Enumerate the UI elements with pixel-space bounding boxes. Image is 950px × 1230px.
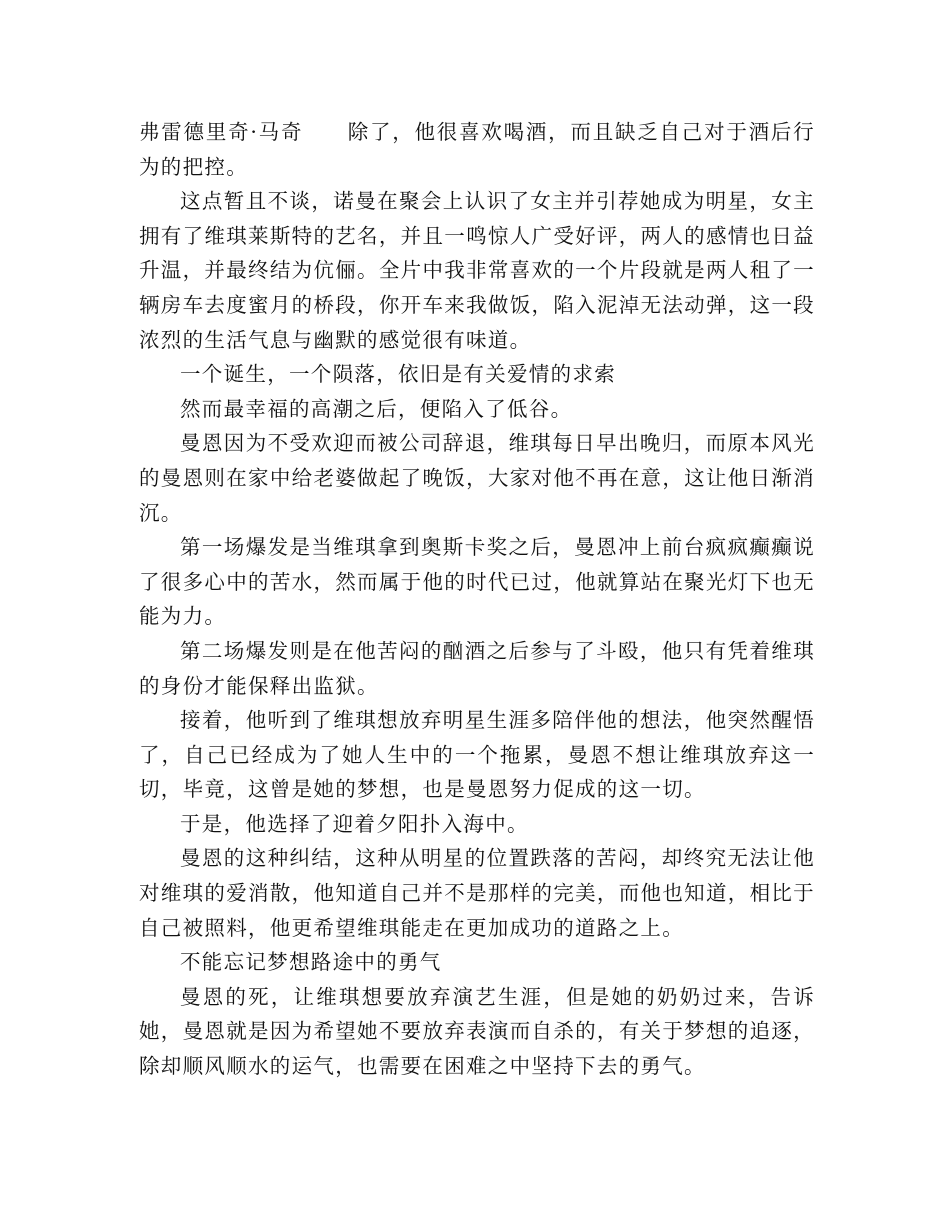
opening-text: 除了，他很喜欢喝酒，而且缺乏自己对于酒后行为的把控。: [139, 120, 815, 179]
paragraph: 曼恩的这种纠结，这种从明星的位置跌落的苦闷，却终究无法让他对维琪的爱消散，他知道自己并不是那样的完美，而他也知道，相比于自己被照料，他更希望维琪能走在更加成功的道路之上。: [139, 846, 815, 940]
paragraph: 第二场爆发则是在他苦闷的酗酒之后参与了斗殴，他只有凭着维琪的身份才能保释出监狱。: [139, 638, 815, 698]
section-heading: 不能忘记梦想路途中的勇气: [180, 950, 442, 975]
author-name: 弗雷德里奇·马奇: [139, 120, 304, 144]
paragraph: 然而最幸福的高潮之后，便陷入了低谷。: [180, 396, 573, 421]
section-heading: 一个诞生，一个陨落，依旧是有关爱情的求索: [180, 362, 616, 387]
paragraph: 接着，他听到了维琪想放弃明星生涯多陪伴他的想法，他突然醒悟了，自己已经成为了她人生中的一个拖累，曼恩不想让维琪放弃这一切，毕竟，这曾是她的梦想，也是曼恩努力促成的这一切。: [139, 708, 815, 802]
paragraph: 这点暂且不谈，诺曼在聚会上认识了女主并引荐她成为明星，女主拥有了维琪莱斯特的艺名，并且一鸣惊人广受好评，两人的感情也日益升温，并最终结为伉俪。全片中我非常喜欢的一个片段就是两人租了一辆房车去度蜜月的桥段，你开车来我做饭，陷入泥淖无法动弹，这一段浓烈的生活气息与幽默的感觉很有味道。: [139, 189, 815, 352]
opening-paragraph: [139, 115, 815, 184]
paragraph: 第一场爆发是当维琪拿到奥斯卡奖之后，曼恩冲上前台疯疯癫癫说了很多心中的苦水，然而属于他的时代已过，他就算站在聚光灯下也无能为力。: [139, 535, 815, 629]
paragraph: 曼恩的死，让维琪想要放弃演艺生涯，但是她的奶奶过来，告诉她，曼恩就是因为希望她不要放弃表演而自杀的，有关于梦想的追逐，除却顺风顺水的运气，也需要在困难之中坚持下去的勇气。: [139, 984, 815, 1079]
paragraph: 于是，他选择了迎着夕阳扑入海中。: [180, 811, 529, 836]
document-page: [139, 115, 815, 1084]
paragraph: 曼恩因为不受欢迎而被公司辞退，维琪每日早出晚归，而原本风光的曼恩则在家中给老婆做起了晚饭，大家对他不再在意，这让他日渐消沉。: [139, 431, 815, 525]
